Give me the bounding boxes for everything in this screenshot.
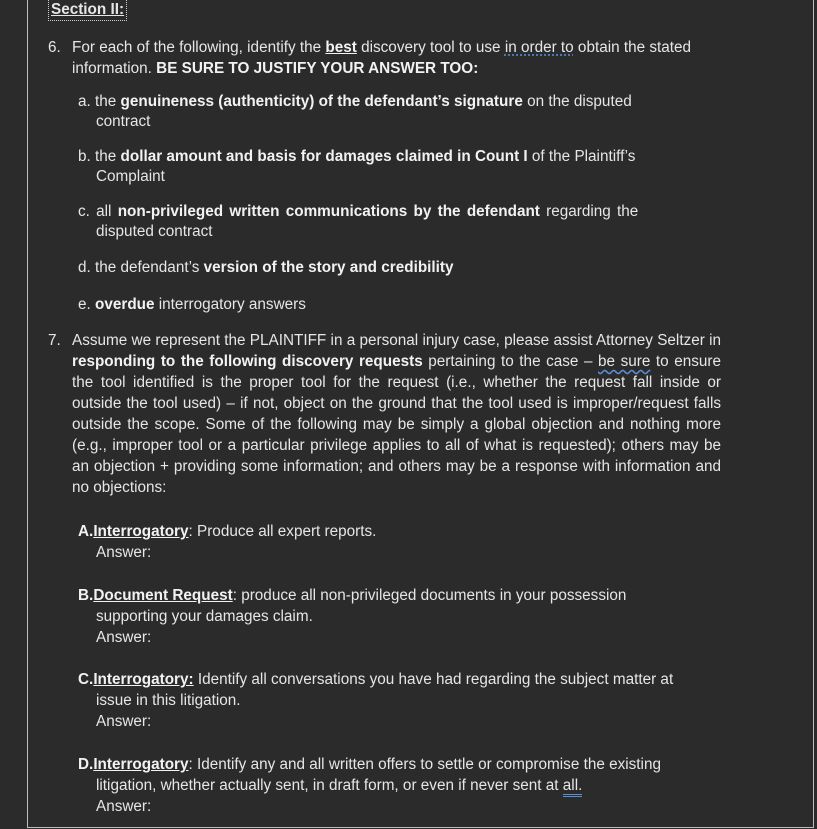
q7-prompt: Assume we represent the PLAINTIFF in a personal injury case, please assist Attorney Seltzer in responding to the following discovery requests pertaining to the case – be sure to ensure the tool identified is the proper tool for the request (i.e., whether the request fall inside or outside the tool used) – if not, object on the ground that the tool used is improper/request falls outside the scope. Some of the following may be simply a global objection and nothing more (e.g., improper tool or a particular privilege applies to all of what is requested); others may be an objection + providing some information; and others may be a response with information and no objections: — [72, 332, 722, 496]
q6b-continuation: Complaint — [96, 168, 165, 185]
section-heading: Section II: — [48, 0, 127, 21]
item-d: D.Interrogatory: Identify any and all written offers to settle or compromise the existing — [78, 756, 661, 773]
item-d-answer: Answer: — [96, 798, 152, 815]
q6b-item: b. the dollar amount and basis for damages claimed in Count I of the Plaintiff’s — [78, 148, 636, 165]
item-b-answer: Answer: — [96, 629, 152, 646]
item-c-answer: Answer: — [96, 713, 152, 730]
q6c-continuation: disputed contract — [96, 223, 213, 240]
q6d-item: d. the defendant’s version of the story and credibility — [78, 259, 454, 276]
item-b: B.Document Request: produce all non-privileged documents in your possession — [78, 587, 627, 604]
item-c-continuation: issue in this litigation. — [96, 692, 241, 709]
q6a-continuation: contract — [96, 113, 151, 130]
q7-number: 7. — [48, 332, 61, 349]
q6-number: 6. — [48, 39, 61, 56]
item-a: A.Interrogatory: Produce all expert reports. — [78, 523, 377, 540]
item-a-answer: Answer: — [96, 544, 152, 561]
q6a-item: a. the genuineness (authenticity) of the defendant’s signature on the disputed — [78, 93, 632, 110]
item-b-continuation: supporting your damages claim. — [96, 608, 313, 625]
q6-prompt: For each of the following, identify the best discovery tool to use in order to obtain the stated information. BE SURE TO JUSTIFY YOUR ANSWER TOO: — [72, 39, 692, 77]
item-d-continuation: litigation, whether actually sent, in draft form, or even if never sent at all. — [96, 775, 582, 796]
q6c-item: c. all non-privileged written communications by the defendant regarding the — [78, 203, 639, 220]
q6e-item: e. overdue interrogatory answers — [78, 296, 306, 313]
item-c: C.Interrogatory: Identify all conversations you have had regarding the subject matter at — [78, 671, 674, 688]
